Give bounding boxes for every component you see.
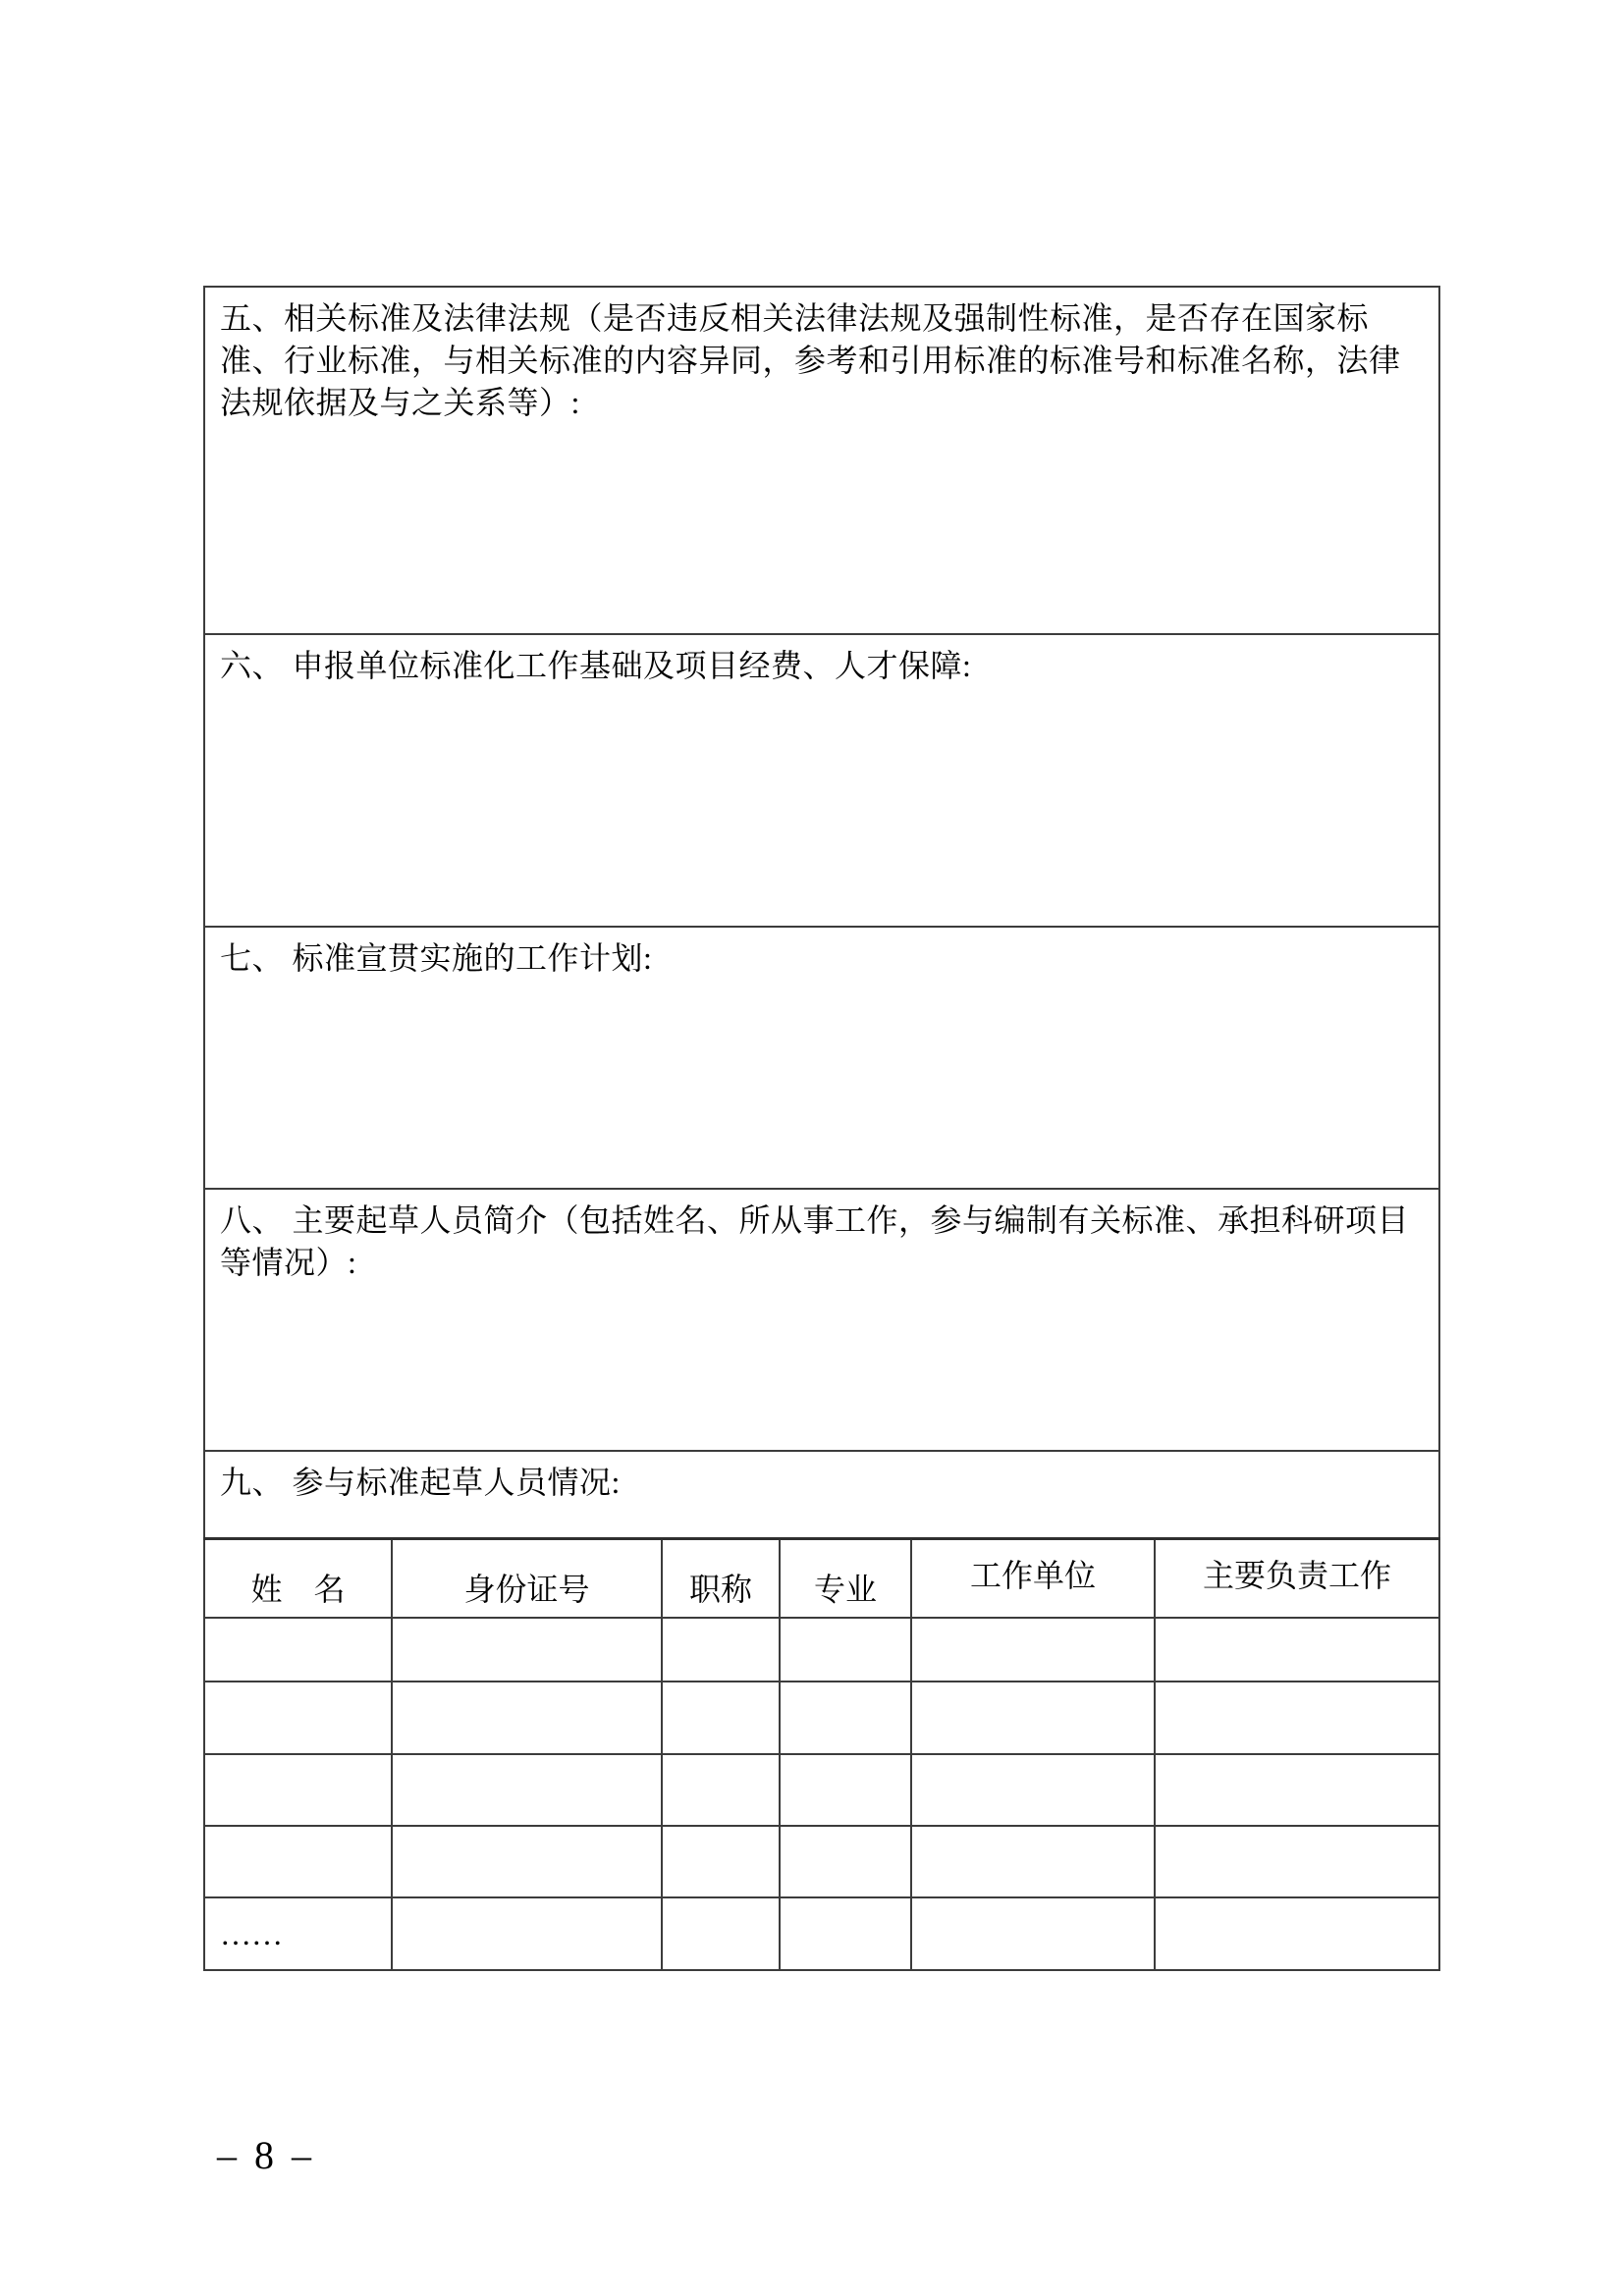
col-header-specialty-label: 专业: [813, 1571, 877, 1607]
cell-specialty: [780, 1682, 911, 1754]
col-header-job-title-label: 职称: [688, 1571, 752, 1607]
col-header-specialty: [780, 1538, 911, 1618]
cell-work-unit: [911, 1754, 1155, 1826]
cell-main-responsibility: [1155, 1897, 1439, 1970]
col-header-main-responsibility-label: 主要负责工作: [1202, 1557, 1391, 1593]
page-number: – 8 –: [217, 2133, 315, 2177]
cell-specialty: [780, 1754, 911, 1826]
cell-specialty: [780, 1618, 911, 1682]
section-drafting-personnel-title: 九、 参与标准起草人员情况:: [204, 1451, 1439, 1538]
cell-specialty: [780, 1897, 911, 1970]
personnel-row: [204, 1826, 1439, 1897]
cell-id-number: [392, 1826, 662, 1897]
section-related-standards-and-regulations: 五、相关标准及法律法规（是否违反相关法律法规及强制性标准，是否存在国家标准、行业标准，与相关标准的内容异同，参考和引用标准的标准号和标准名称，法律法规依据及与之关系等）:: [204, 287, 1439, 634]
col-header-id-number-label: 身份证号: [463, 1571, 590, 1607]
col-header-name-label: 姓 名: [250, 1571, 346, 1607]
cell-name: [204, 1754, 392, 1826]
col-header-work-unit-label: 工作单位: [969, 1557, 1096, 1593]
col-header-main-responsibility: [1155, 1538, 1439, 1618]
cell-main-responsibility: [1155, 1618, 1439, 1682]
cell-main-responsibility: [1155, 1754, 1439, 1826]
personnel-row: [204, 1754, 1439, 1826]
cell-main-responsibility: [1155, 1826, 1439, 1897]
col-header-work-unit: [911, 1538, 1155, 1618]
cell-job-title: [662, 1826, 780, 1897]
cell-id-number: [392, 1682, 662, 1754]
cell-name: [204, 1618, 392, 1682]
cell-name-ellipsis: ……: [204, 1897, 392, 1970]
personnel-row: [204, 1897, 1439, 1970]
cell-job-title: [662, 1754, 780, 1826]
cell-id-number: [392, 1754, 662, 1826]
cell-id-number: [392, 1897, 662, 1970]
cell-job-title: [662, 1682, 780, 1754]
personnel-row: [204, 1618, 1439, 1682]
cell-id-number: [392, 1618, 662, 1682]
cell-job-title: [662, 1897, 780, 1970]
personnel-row: [204, 1682, 1439, 1754]
cell-work-unit: [911, 1897, 1155, 1970]
cell-name: [204, 1682, 392, 1754]
cell-work-unit: [911, 1826, 1155, 1897]
section-implementation-work-plan: 七、 标准宣贯实施的工作计划:: [204, 927, 1439, 1189]
section-unit-standardization-basis-funding: 六、 申报单位标准化工作基础及项目经费、人才保障:: [204, 634, 1439, 927]
cell-main-responsibility: [1155, 1682, 1439, 1754]
cell-work-unit: [911, 1618, 1155, 1682]
col-header-name: [204, 1538, 392, 1618]
section-main-drafters-intro: 八、 主要起草人员简介（包括姓名、所从事工作，参与编制有关标准、承担科研项目等情况）:: [204, 1189, 1439, 1451]
application-form-table: [203, 286, 1440, 1971]
cell-specialty: [780, 1826, 911, 1897]
col-header-id-number: [392, 1538, 662, 1618]
cell-name: [204, 1826, 392, 1897]
cell-work-unit: [911, 1682, 1155, 1754]
cell-job-title: [662, 1618, 780, 1682]
col-header-job-title: [662, 1538, 780, 1618]
